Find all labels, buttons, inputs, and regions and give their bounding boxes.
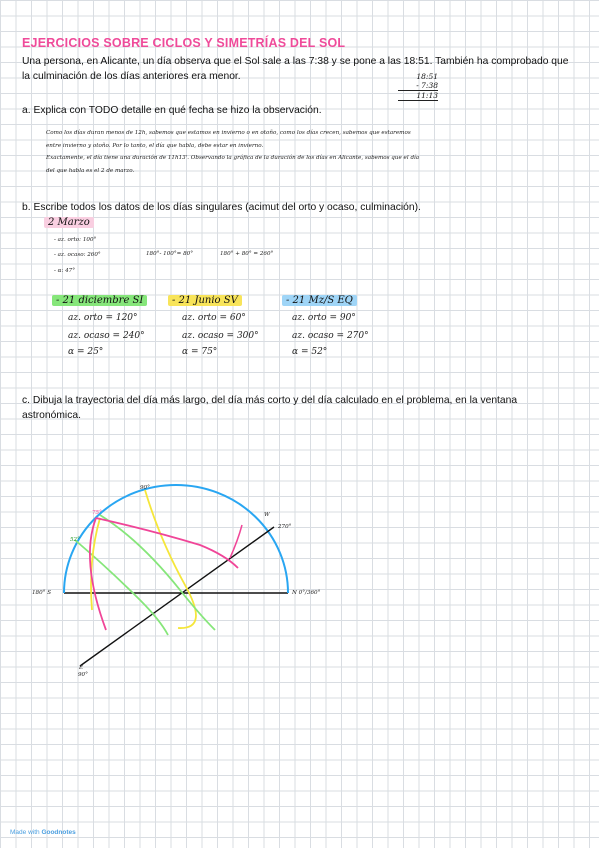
winter-ocaso: az. ocaso = 240°: [68, 331, 145, 341]
calc-sunrise: - 7:38: [398, 81, 438, 91]
east-degree: 90°: [78, 672, 88, 678]
south-label: 180° S: [32, 590, 52, 596]
equinox-alt: α = 52°: [292, 347, 328, 357]
winter-orto: az. orto = 120°: [68, 313, 138, 323]
summer-heading: - 21 Junio SV: [168, 295, 242, 306]
march-calc2: 180° + 80° = 260°: [220, 251, 274, 257]
calc-result: 11:13: [398, 91, 438, 101]
summer-ocaso: az. ocaso = 300°: [182, 331, 259, 341]
pink-top-label: 75°: [92, 510, 102, 516]
west-label: 270°: [278, 524, 292, 530]
march-path: [96, 518, 238, 568]
march-ocaso: - az. ocaso: 260°: [54, 252, 101, 258]
summer-alt: α = 75°: [182, 347, 218, 357]
question-a: a. Explica con TODO detalle en qué fecha se hizo la observación.: [22, 105, 322, 116]
equinox-ocaso: az. ocaso = 270°: [292, 331, 369, 341]
sky-dome-arc: [64, 485, 288, 593]
page-title: EJERCICIOS SOBRE CICLOS Y SIMETRÍAS DEL SOL: [22, 36, 346, 50]
east-west-line: [80, 527, 274, 666]
winter-path: [75, 540, 168, 635]
question-c: c. Dibuja la trayectoria del día más largo, del día más corto y del día calculado en el problema, en la ventana astronómica.: [22, 395, 518, 421]
march-calc1: 180°- 100°= 80°: [146, 251, 193, 257]
top-label: 90°: [140, 485, 150, 491]
north-label: N 0°/360°: [292, 590, 321, 596]
march-alt: - α: 47°: [54, 268, 76, 274]
summer-orto: az. orto = 60°: [182, 313, 246, 323]
intro-text: Una persona, en Alicante, un día observa que el Sol sale a las 7:38 y se pone a las 18:51. También ha comprobado que la culminación de los días anteriores era menor.: [22, 56, 569, 82]
march-heading: 2 Marzo: [44, 217, 94, 228]
march-side-path: [90, 518, 106, 630]
footer-branding: [10, 829, 76, 836]
march-orto: - az. orto: 100°: [54, 237, 97, 243]
answer-a-line: del que habla es el 2 de marzo.: [46, 167, 135, 174]
march-mark: [230, 525, 242, 558]
winter-alt: α = 25°: [68, 347, 104, 357]
calc-sunset: 18:51: [416, 72, 438, 81]
west-letter: W: [264, 512, 270, 518]
footer-prefix: Made with: [10, 829, 40, 836]
east-label: E: [79, 665, 84, 671]
answer-a-line: entre invierno y otoño. Por lo tanto, el día que habla, debe estar en invierno.: [46, 142, 264, 149]
equinox-orto: az. orto = 90°: [292, 313, 356, 323]
answer-a-line: Exactamente, el día tiene una duración de 11h13'. Observando la gráfica de la duración de los días en Alicante, sabemos que el día: [46, 155, 420, 161]
winter-heading: - 21 diciembre SI: [52, 295, 147, 306]
equinox-heading: - 21 Mz/S EQ: [282, 295, 357, 306]
question-b: b. Escribe todos los datos de los días singulares (acimut del orto y ocaso, culminación).: [22, 202, 421, 213]
answer-a-line: Como los días duran menos de 12h, sabemos que estamos en invierno o en otoño, como los días crecen, sabemos que estaremos: [46, 130, 411, 136]
footer-brand: Goodnotes: [41, 829, 76, 836]
green-top-label: 52°: [70, 537, 80, 543]
